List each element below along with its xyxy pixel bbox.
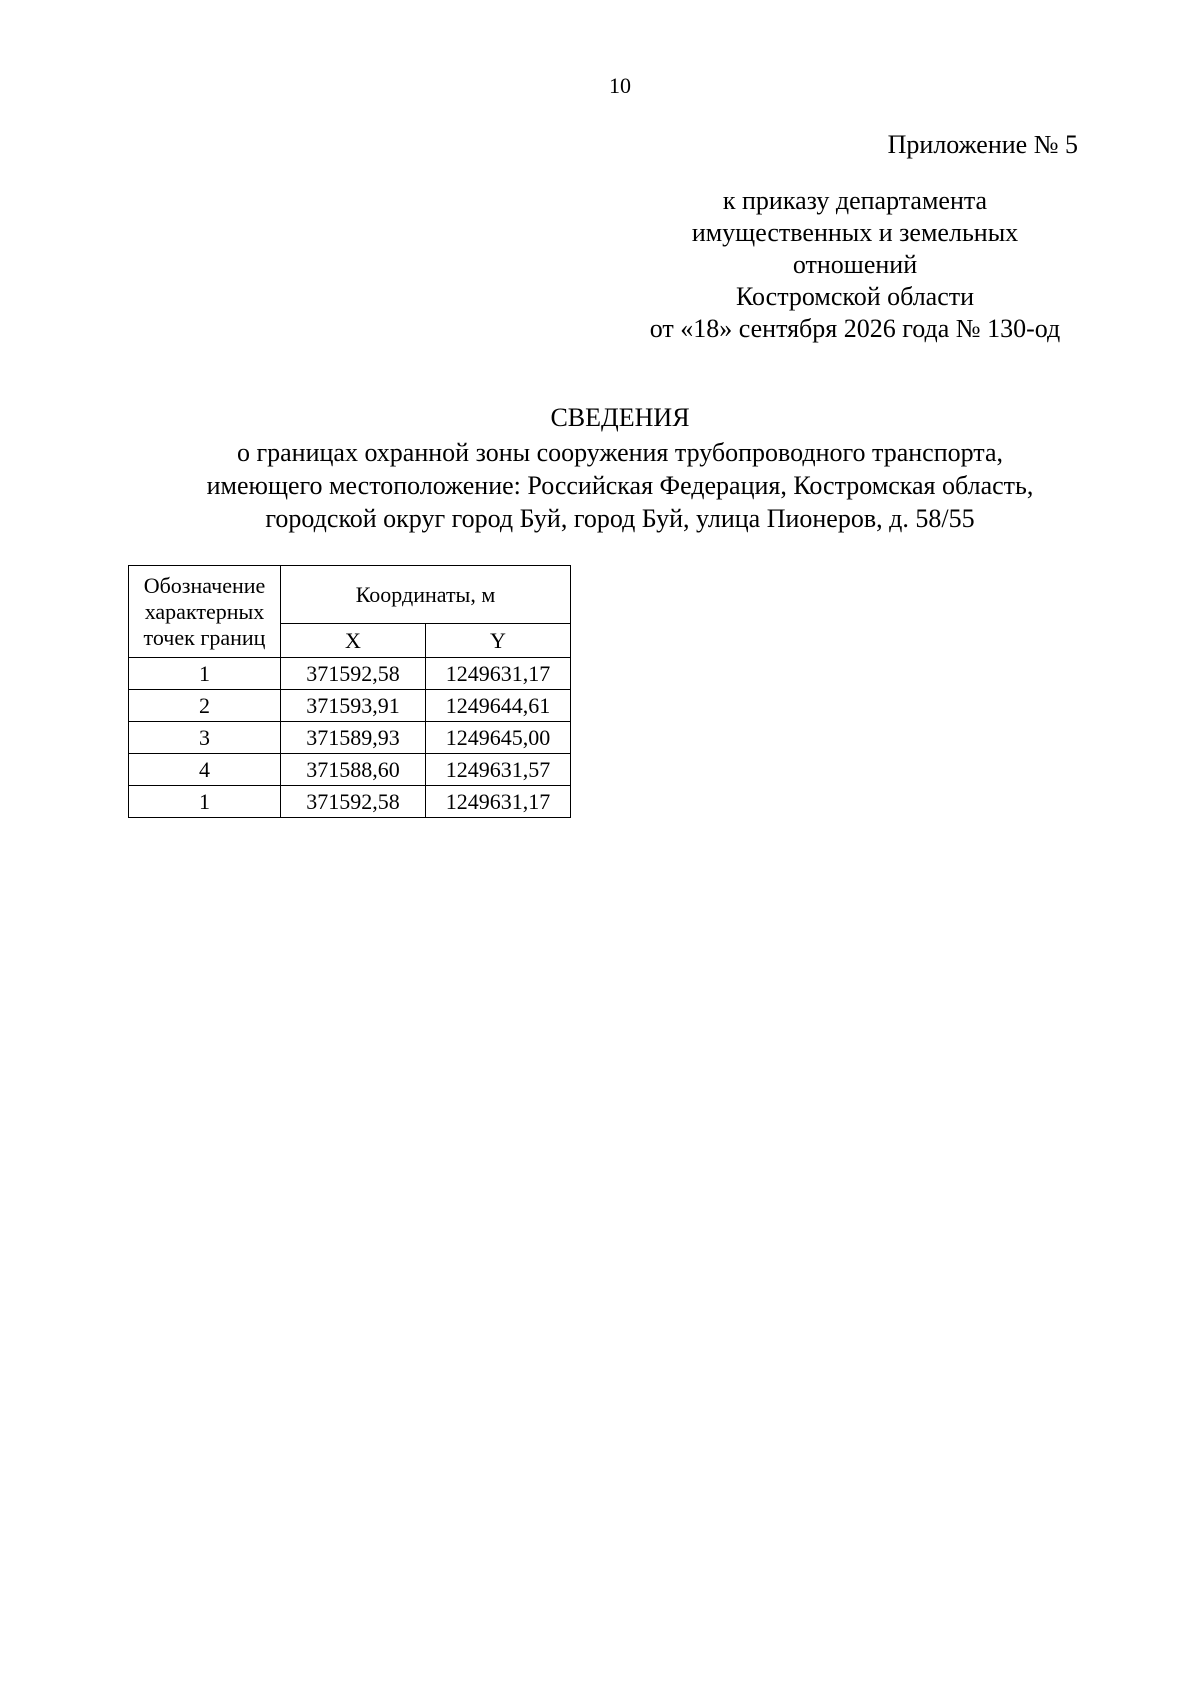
table-row (129, 690, 571, 722)
cell-x: 371592,58 (281, 786, 426, 818)
header-point-line: характерных (144, 598, 265, 624)
header-point-line: Обозначение (143, 572, 266, 598)
cell-point: 1 (129, 658, 281, 690)
header-x: X (281, 624, 426, 658)
cell-y: 1249645,00 (426, 722, 571, 754)
cell-y: 1249631,57 (426, 754, 571, 786)
annex-ref-line: Костромской области (735, 282, 975, 311)
cell-point: 3 (129, 722, 281, 754)
cell-y: 1249644,61 (426, 690, 571, 722)
annex-title: Приложение № 5 (887, 130, 1078, 159)
annex-ref-line: имущественных и земельных (691, 218, 1019, 247)
cell-x: 371592,58 (281, 658, 426, 690)
cell-point: 1 (129, 786, 281, 818)
table-row (129, 754, 571, 786)
document-subheading (100, 436, 1140, 535)
cell-y: 1249631,17 (426, 786, 571, 818)
document-heading: СВЕДЕНИЯ (550, 403, 690, 432)
annex-ref-line: от «18» сентября 2026 года № 130-од (649, 314, 1061, 343)
subheading-line: имеющего местоположение: Российская Федерация, Костромская область, (206, 471, 1034, 500)
coordinates-table (128, 565, 571, 818)
cell-y: 1249631,17 (426, 658, 571, 690)
annex-ref-line: к приказу департамента (722, 186, 988, 215)
table-row (129, 658, 571, 690)
annex-reference (610, 185, 1100, 345)
header-point-designation (129, 566, 281, 658)
page-number: 10 (609, 73, 631, 98)
annex-ref-line: отношений (792, 250, 918, 279)
table-header-row (129, 566, 571, 624)
cell-point: 2 (129, 690, 281, 722)
header-coordinates: Координаты, м (281, 566, 571, 624)
table-row (129, 786, 571, 818)
header-point-line: точек границ (143, 624, 266, 650)
cell-point: 4 (129, 754, 281, 786)
header-y: Y (426, 624, 571, 658)
table-row (129, 722, 571, 754)
cell-x: 371589,93 (281, 722, 426, 754)
cell-x: 371593,91 (281, 690, 426, 722)
cell-x: 371588,60 (281, 754, 426, 786)
subheading-line: городской округ город Буй, город Буй, улица Пионеров, д. 58/55 (265, 504, 975, 533)
subheading-line: о границах охранной зоны сооружения трубопроводного транспорта, (236, 438, 1004, 467)
